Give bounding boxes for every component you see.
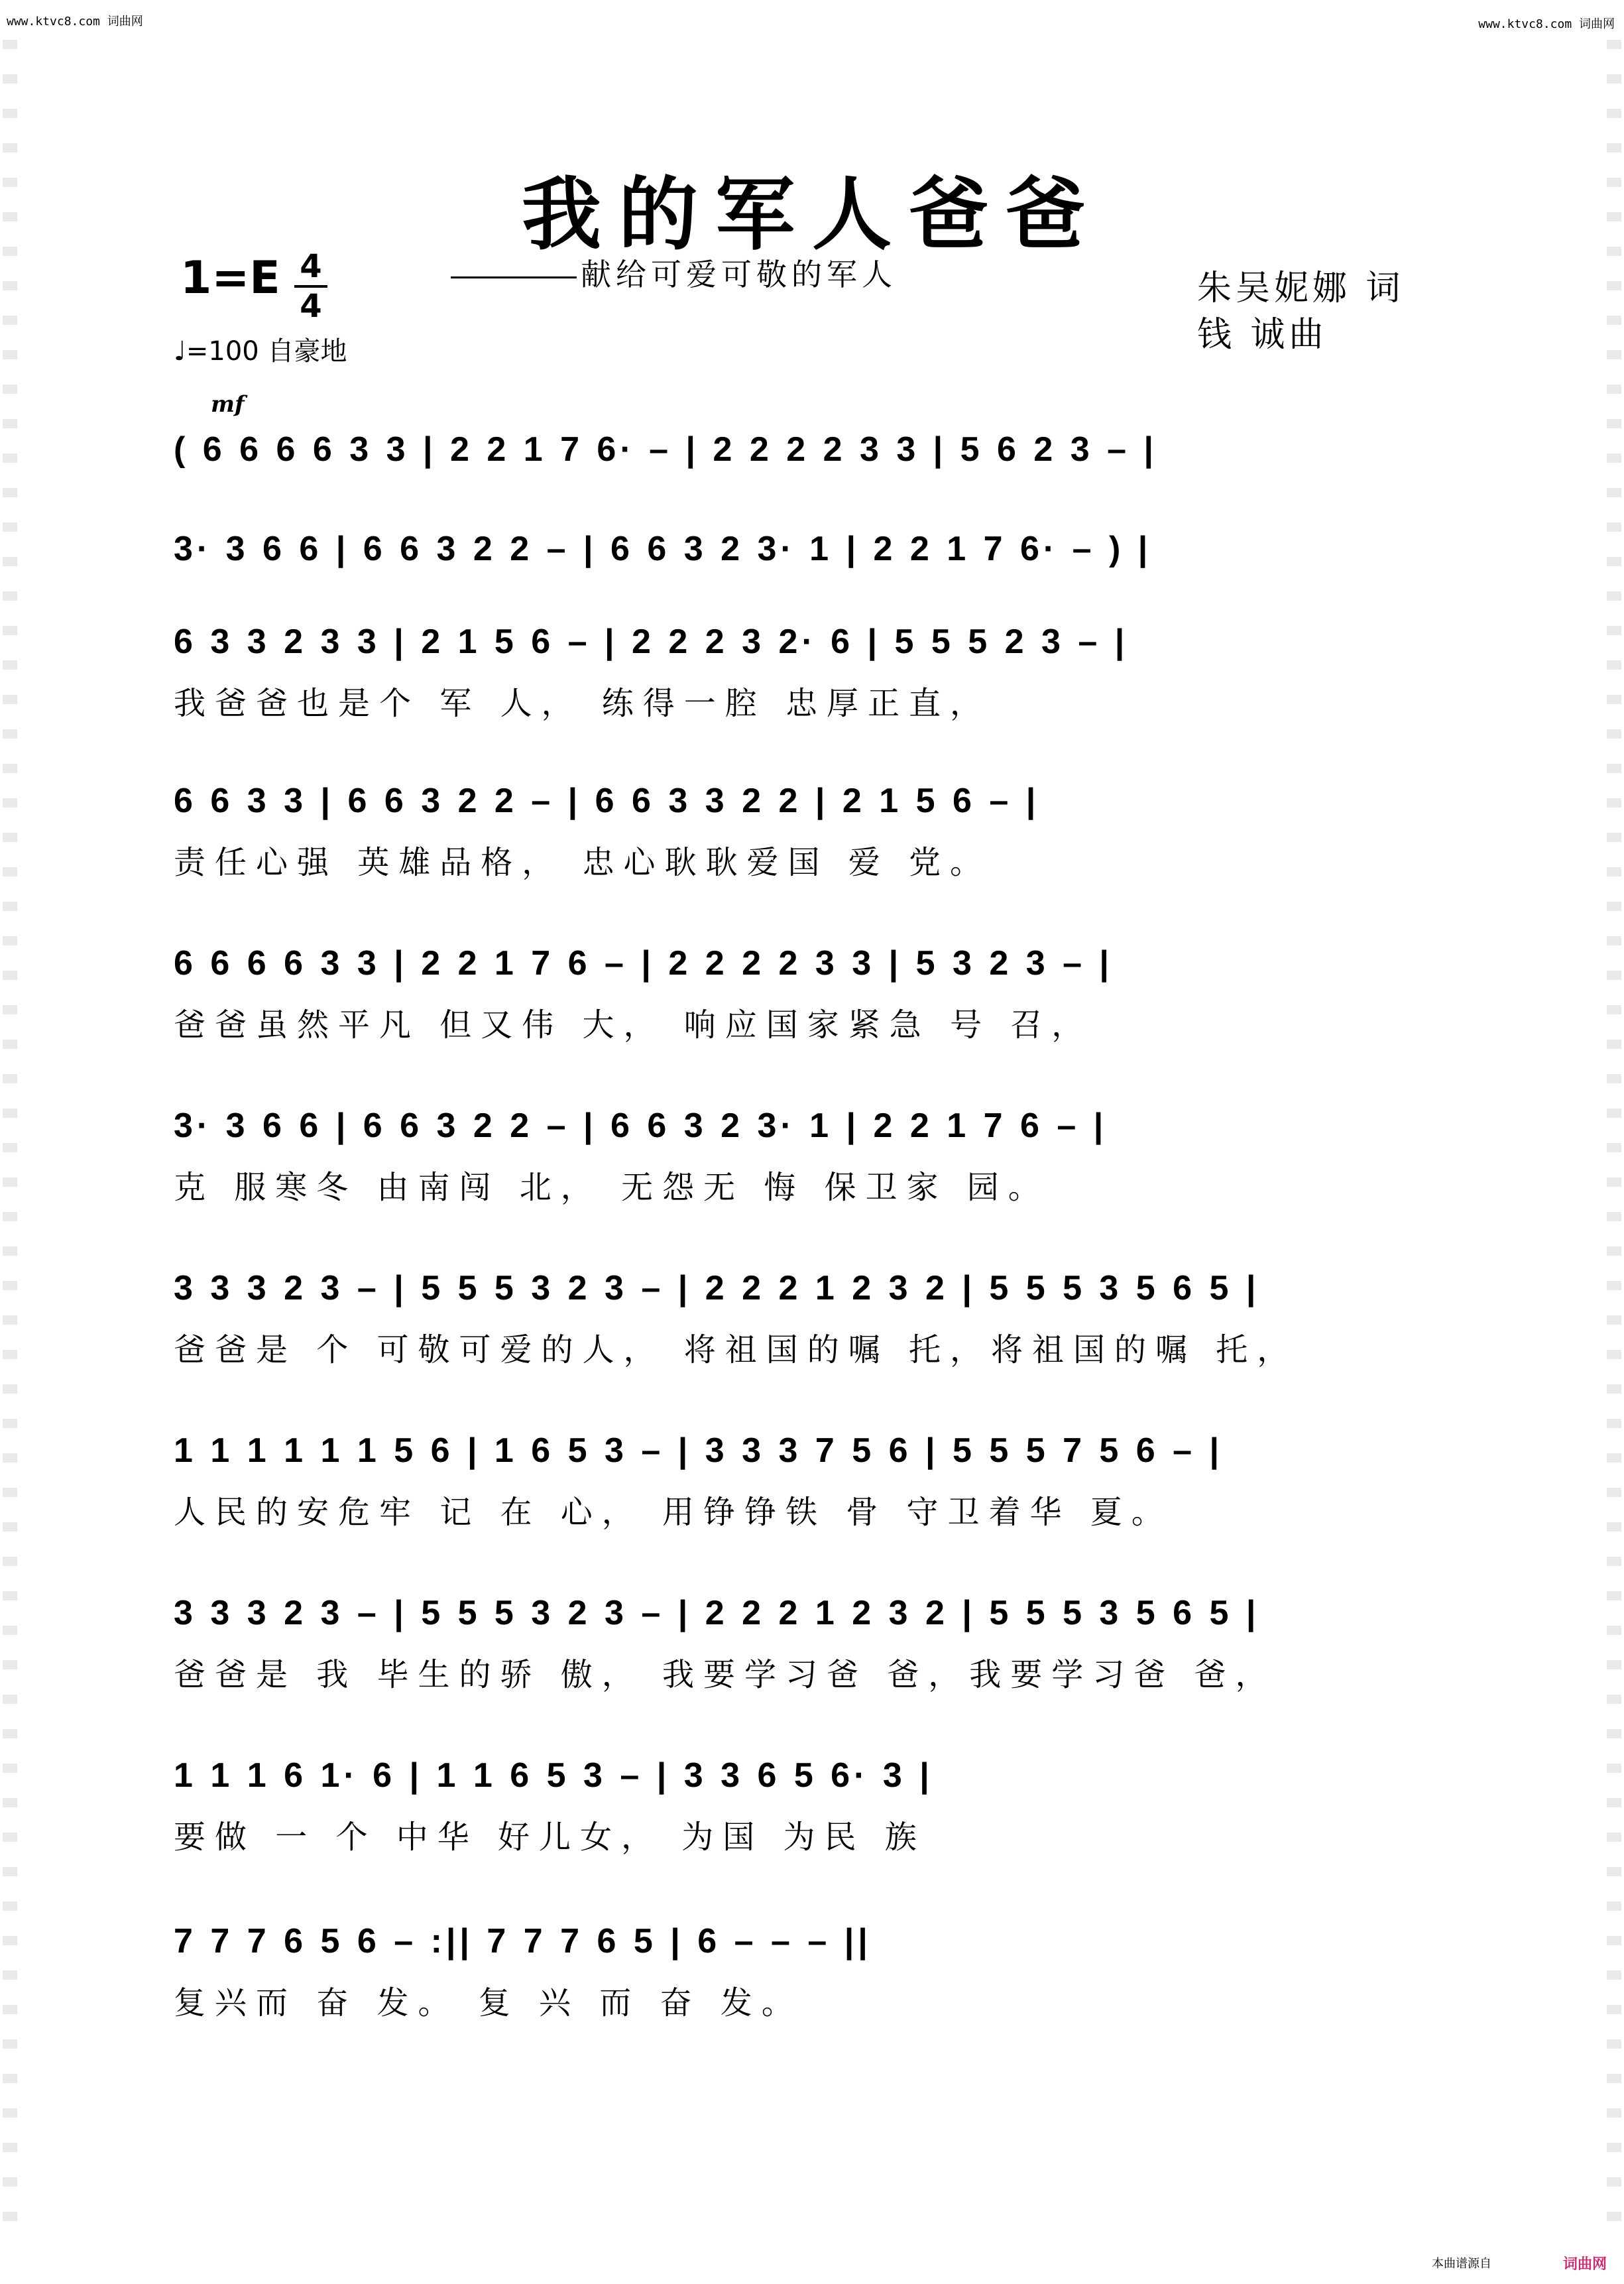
jianpu-notes: 6 3 3 2 3 3 | 2 1 5 6 – | 2 2 2 3 2· 6 | 5 5 5 2 3 – |: [174, 623, 1129, 661]
credits: [1197, 265, 1405, 358]
lyrics-text: 要做 一 个 中华 好儿女， 为国 为民 族: [174, 1819, 926, 1856]
lyrics-text: 复兴而 奋 发。 复 兴 而 奋 发。: [174, 1984, 803, 2021]
notation-line: [174, 1087, 1460, 1160]
time-signature: [294, 248, 327, 325]
jianpu-notes: 3· 3 6 6 | 6 6 3 2 2 – | 6 6 3 2 3· 1 | 2 2 1 7 6 – |: [174, 1107, 1108, 1145]
lyrics-text: 爸爸是 我 毕生的骄 傲， 我要学习爸 爸，我要学习爸 爸，: [174, 1656, 1277, 1693]
footer-site-logo: 词曲网: [1563, 2256, 1607, 2273]
jianpu-notes: 6 6 6 6 3 3 | 2 2 1 7 6 – | 2 2 2 2 3 3 | 5 3 2 3 – |: [174, 944, 1113, 983]
notation-line: [174, 603, 1460, 676]
notation-line: [174, 1250, 1460, 1323]
left-margin-watermark: [3, 40, 17, 2244]
lyricist-credit: 朱吴妮娜 词: [1197, 269, 1405, 308]
notation-line: [174, 1737, 1460, 1810]
composer-credit: 钱 诚曲: [1197, 315, 1328, 355]
key-signature: 1=E: [180, 252, 280, 304]
subtitle-text: 献给可爱可敬的军人: [581, 257, 897, 292]
lyrics-text: 爸爸是 个 可敬可爱的人， 将祖国的嘱 托，将祖国的嘱 托，: [174, 1331, 1299, 1368]
song-title: 我的军人爸爸: [522, 168, 1102, 261]
header-site-right: www.ktvc8.com 词曲网: [1478, 17, 1615, 31]
lyrics-text: 我爸爸也是个 军 人， 练得一腔 忠厚正直，: [174, 685, 992, 722]
lyrics-text: 责任心强 英雄品格， 忠心耿耿爱国 爱 党。: [174, 844, 992, 881]
jianpu-notes: 6 6 3 3 | 6 6 3 2 2 – | 6 6 3 3 2 2 | 2 1 5 6 – |: [174, 782, 1040, 820]
jianpu-notes: 3· 3 6 6 | 6 6 3 2 2 – | 6 6 3 2 3· 1 | 2 2 1 7 6· – ) |: [174, 530, 1152, 568]
notation-line: [174, 411, 1460, 484]
notation-line: [174, 1412, 1460, 1485]
jianpu-notes: 3 3 3 2 3 – | 5 5 5 3 2 3 – | 2 2 2 1 2 3 2 | 5 5 5 3 5 6 5 |: [174, 1269, 1260, 1307]
notation-line: [174, 762, 1460, 835]
lyrics-text: 爸爸虽然平凡 但又伟 大， 响应国家紧急 号 召，: [174, 1006, 1093, 1044]
jianpu-notes: 1 1 1 6 1· 6 | 1 1 6 5 3 – | 3 3 6 5 6· 3 |: [174, 1756, 933, 1795]
notation-line: [174, 925, 1460, 998]
time-signature-bottom: 4: [300, 288, 322, 325]
tempo-marking: ♩=100 自豪地: [174, 336, 347, 367]
lyrics-text: 人民的安危牢 记 在 心， 用铮铮铁 骨 守卫着华 夏。: [174, 1494, 1173, 1531]
song-subtitle: [451, 251, 897, 294]
lyrics-text: 克 服寒冬 由南闯 北， 无怨无 悔 保卫家 园。: [174, 1169, 1049, 1206]
dynamics-mark: mf: [211, 391, 245, 418]
footer-source-note: 本曲谱源自: [1432, 2257, 1491, 2271]
jianpu-notes: 7 7 7 6 5 6 – :|| 7 7 7 6 5 | 6 – – – ||: [174, 1922, 872, 1960]
jianpu-notes: 3 3 3 2 3 – | 5 5 5 3 2 3 – | 2 2 2 1 2 3 2 | 5 5 5 3 5 6 5 |: [174, 1594, 1260, 1632]
notation-line: [174, 1575, 1460, 1648]
notation-line: [174, 1903, 1460, 1976]
jianpu-notes: ( 6 6 6 6 3 3 | 2 2 1 7 6· – | 2 2 2 2 3 3 | 5 6 2 3 – |: [174, 430, 1158, 469]
header-site-left: www.ktvc8.com 词曲网: [7, 15, 143, 29]
time-signature-top: 4: [300, 248, 322, 285]
subtitle-dash: [451, 276, 577, 278]
notation-line: [174, 511, 1460, 583]
right-margin-watermark: [1607, 40, 1621, 2244]
jianpu-notes: 1 1 1 1 1 1 5 6 | 1 6 5 3 – | 3 3 3 7 5 6 | 5 5 5 7 5 6 – |: [174, 1431, 1224, 1470]
